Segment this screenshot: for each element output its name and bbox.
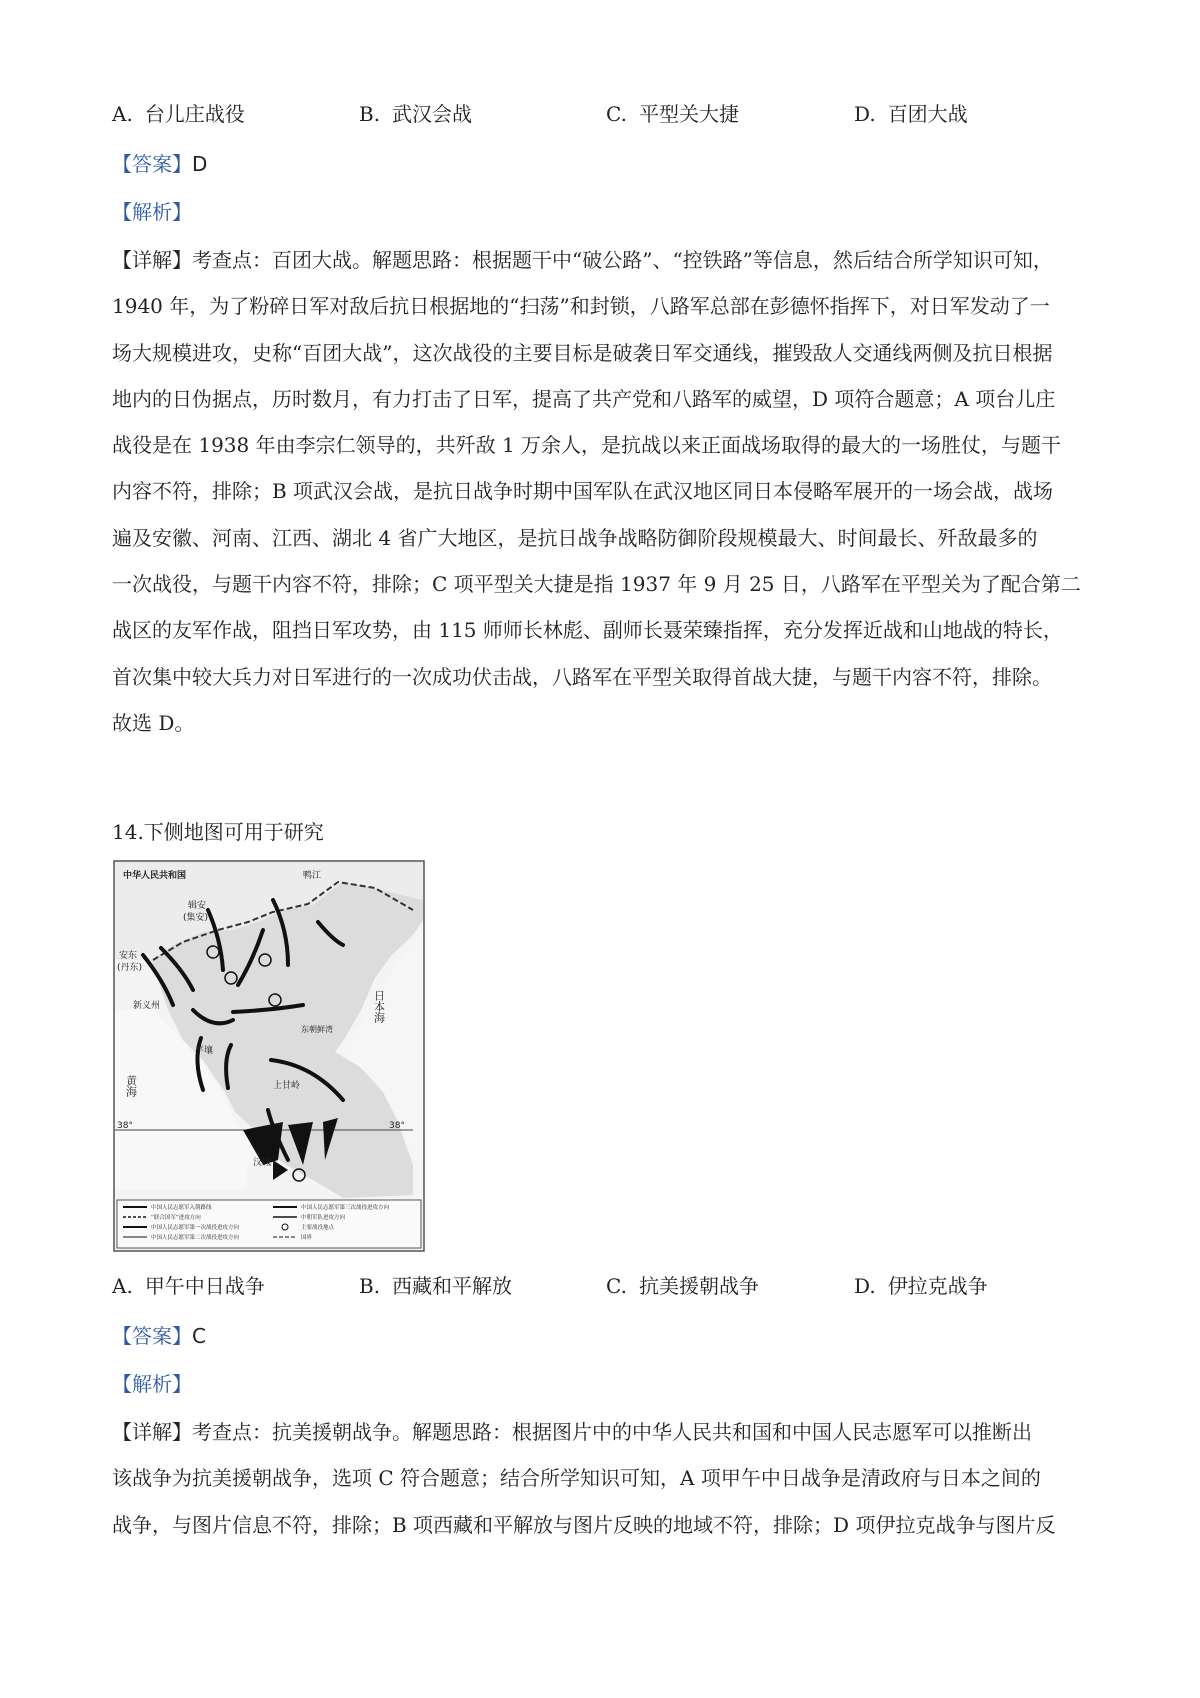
map-label: 38° <box>389 1121 405 1131</box>
detail-line: 1940 年，为了粉碎日军对敌后抗日根据地的“扫荡”和封锁，八路军总部在彭德怀指挥下，对日军发动了一 <box>112 294 1050 319</box>
answer-tag: 【答案】 <box>112 152 192 176</box>
legend-item: “联合国军”进攻方向 <box>151 1215 201 1221</box>
map-label: (丹东) <box>117 963 143 973</box>
q14-analysis-tag: 【解析】 <box>112 1372 192 1396</box>
legend-item: 中国人民志愿军第一次战役进攻方向 <box>151 1225 240 1231</box>
detail-line: 【详解】考查点：抗美援朝战争。解题思路：根据图片中的中华人民共和国和中国人民志愿军可以推断出 <box>112 1420 1032 1444</box>
q13-option-c: C. 平型关大捷 <box>606 102 739 126</box>
map-label: 上甘岭 <box>273 1081 301 1091</box>
legend-item: 国界 <box>301 1235 313 1241</box>
q14-option-b: B. 西藏和平解放 <box>359 1274 513 1298</box>
map-label: 东朝鲜湾 <box>301 1025 333 1034</box>
q13-option-d: D. 百团大战 <box>854 102 968 126</box>
detail-line: 该战争为抗美援朝战争，选项 C 符合题意；结合所学知识可知，A 项甲午中日战争是清政府与日本之间的 <box>112 1466 1041 1491</box>
legend-item: 主要战役地点 <box>301 1225 335 1231</box>
q13-answer <box>112 148 1102 177</box>
q13-option-a: A. 台儿庄战役 <box>112 102 245 126</box>
detail-line: 战区的友军作战，阻挡日军攻势，由 115 师师长林彪、副师长聂荣臻指挥，充分发挥近战和山地战的特长， <box>112 618 1063 643</box>
map-label: 38° <box>117 1121 133 1131</box>
korean-war-map <box>113 860 425 1252</box>
legend-item: 中国人民志愿军第二次战役进攻方向 <box>151 1235 240 1241</box>
map-label: (集安) <box>183 913 209 923</box>
detail-line: 战争，与图片信息不符，排除；B 项西藏和平解放与图片反映的地域不符，排除；D 项伊拉克战争与图片反 <box>112 1512 1056 1537</box>
detail-line: 故选 D。 <box>112 710 195 735</box>
q14-question: 14.下侧地图可用于研究 <box>112 820 324 844</box>
map-label: 日本海 <box>372 990 386 1023</box>
map-label: 汉城 <box>253 1158 272 1168</box>
detail-line: 一次战役，与题干内容不符，排除；C 项平型关大捷是指 1937 年 9 月 25 日，八路军在平型关为了配合第二 <box>112 572 1081 597</box>
detail-line: 遍及安徽、河南、江西、湖北 4 省广大地区，是抗日战争战略防御阶段规模最大、时间最长、歼敌最多的 <box>112 525 1038 550</box>
detail-line: 地内的日伪据点，历时数月，有力打击了日军，提高了共产党和八路军的威望，D 项符合题意；A 项台儿庄 <box>112 386 1056 411</box>
q14-detail <box>112 1409 1104 1548</box>
q14-option-d: D. 伊拉克战争 <box>854 1274 988 1298</box>
map-label: 安东 <box>119 951 138 961</box>
answer-tag: 【答案】 <box>112 1324 192 1348</box>
q14-option-c: C. 抗美援朝战争 <box>606 1274 759 1298</box>
q14-option-a: A. 甲午中日战争 <box>112 1274 265 1298</box>
map-label: 辑安 <box>188 901 207 911</box>
detail-line: 内容不符，排除；B 项武汉会战，是抗日战争时期中国军队在武汉地区同日本侵略军展开的一场会战，战场 <box>112 479 1054 504</box>
q13-option-b: B. 武汉会战 <box>359 102 473 126</box>
map-label: 新义州 <box>133 1001 161 1011</box>
q14-answer <box>112 1320 1102 1349</box>
map-label: 鸭江 <box>303 871 322 881</box>
q13-detail <box>112 237 1104 746</box>
map-label: 平壤 <box>195 1046 214 1056</box>
q13-analysis-tag: 【解析】 <box>112 200 192 224</box>
legend-item: 中国人民志愿军第三次战役进攻方向 <box>301 1205 390 1211</box>
detail-line: 【详解】考查点：百团大战。解题思路：根据题干中“破公路”、“控铁路”等信息，然后结合所学知识可知， <box>112 248 1053 272</box>
map-label: 黄海 <box>124 1075 138 1097</box>
detail-line: 战役是在 1938 年由李宗仁领导的，共歼敌 1 万余人，是抗战以来正面战场取得的最大的一场胜仗，与题干 <box>112 433 1062 458</box>
legend-item: 中国人民志愿军入朝路线 <box>151 1205 212 1211</box>
answer-value: D <box>192 152 208 176</box>
map-title: 中华人民共和国 <box>123 871 187 881</box>
detail-line: 场大规模进攻，史称“百团大战”，这次战役的主要目标是破袭日军交通线，摧毁敌人交通线两侧及抗日根据 <box>112 340 1053 365</box>
legend-item: 中朝军队进攻方向 <box>301 1215 346 1221</box>
answer-value: C <box>192 1324 206 1348</box>
detail-line: 首次集中较大兵力对日军进行的一次成功伏击战，八路军在平型关取得首战大捷，与题干内容不符，排除。 <box>112 664 1052 689</box>
